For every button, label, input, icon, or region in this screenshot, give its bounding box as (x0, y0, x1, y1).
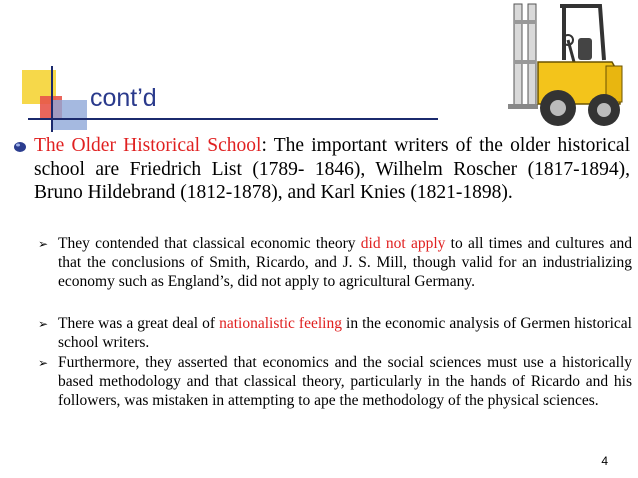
main-bullet-highlight: The Older Historical School (34, 135, 262, 156)
arrow-bullet-icon: ➢ (38, 237, 49, 251)
decor-vertical-line (51, 66, 53, 132)
sub-bullet-highlight: nationalistic feeling (219, 315, 342, 332)
sub-bullet-text: in the economic analysis of Germen historical school writers. (58, 315, 632, 351)
sub-bullet-text: There was a great deal of (58, 315, 220, 332)
bullet-icon (12, 140, 28, 154)
title-underline (28, 118, 438, 120)
decor-blue-square (53, 100, 87, 130)
arrow-bullet-icon: ➢ (38, 356, 49, 370)
sub-bullet-text: Furthermore, they asserted that economics and the social sciences must use a historically based methodology and that classical theory, particularly in the hands of Ricardo and his followers, was mistaken in attempting to ape the methodology of the physical sciences. (58, 354, 632, 409)
sub-bullet-item (58, 234, 632, 291)
sub-bullet-item (58, 314, 632, 352)
sub-bullet-highlight: did not apply (360, 235, 446, 252)
sub-bullet-text: They contended that classical economic theory (58, 235, 361, 252)
page-number: 4 (601, 454, 608, 468)
main-bullet-text (34, 134, 630, 205)
sub-bullet-item (58, 353, 632, 410)
slide-title: cont’d (90, 84, 157, 112)
sub-bullet-text: to all times and cultures and that the conclusions of Smith, Ricardo, and J. S. Mill, though valid for an industrializing economy such as England’s, did not apply to agricultural Germany. (58, 235, 632, 290)
forklift-clipart-icon (508, 0, 634, 132)
main-bullet-body: : The important writers of the older historical school are Friedrich List (1789- 1846), Wilhelm Roscher (1817-1894), Bruno Hildebrand (1812-1878), and Karl Knies (1821-1898). (34, 135, 631, 203)
arrow-bullet-icon: ➢ (38, 317, 49, 331)
